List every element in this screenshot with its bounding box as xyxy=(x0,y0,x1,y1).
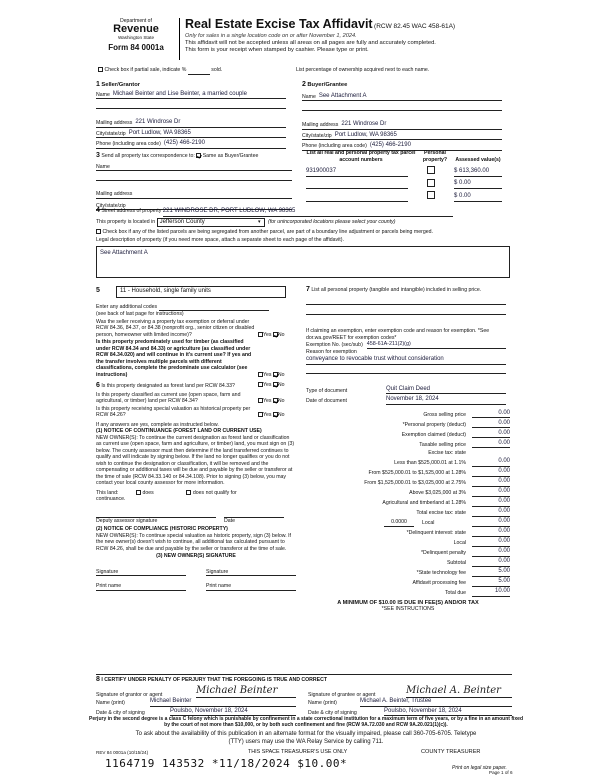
buyer-name-label: Name xyxy=(302,93,316,100)
form-number: Form 84 0001a xyxy=(108,42,164,52)
tax-row-value[interactable]: 0.00 xyxy=(472,468,510,477)
tax-row-value[interactable]: 0.00 xyxy=(472,528,510,537)
personal-property-label: List all personal property (tangible and intangible) included in selling price. xyxy=(311,287,482,293)
seller-city-value: Port Ludlow, WA 98365 xyxy=(128,129,191,136)
grantee-signature[interactable]: Michael A. Beinter xyxy=(406,685,512,699)
buyer-name-line2[interactable] xyxy=(302,101,502,111)
header-note-3: This form is your receipt when stamped by cashier. Please type or print. xyxy=(185,46,369,53)
new-owner-print-name-1[interactable] xyxy=(96,583,186,591)
notice-compliance-title: (2) NOTICE OF COMPLIANCE (HISTORIC PROPERTY) xyxy=(96,526,228,533)
parcels-header-assessed: Assessed value(s) xyxy=(455,156,501,163)
forest-yes-label: Yes xyxy=(263,382,272,388)
legal-description-label: Legal description of property (if you need more space, attach a separate sheet to each page of the affidavit). xyxy=(96,236,344,243)
grantee-name-label: Name (print) xyxy=(308,700,337,707)
tax-row-value[interactable]: 0.00 xyxy=(472,498,510,507)
personal-section-number: 7 xyxy=(306,286,310,293)
tax-row-label: Taxable selling price xyxy=(419,441,466,448)
grantor-name-label: Name (print) xyxy=(96,700,125,707)
tax-row-value[interactable]: 0.00 xyxy=(472,420,510,429)
deputy-date-label: Date xyxy=(224,517,235,524)
grantor-date-value[interactable]: Poulsbo, November 18, 2024 xyxy=(170,708,296,717)
grantor-name-value[interactable]: Michael Beinter xyxy=(150,698,296,707)
tax-row-label: *Delinquent interest: state xyxy=(406,530,466,536)
partial-pct-field[interactable] xyxy=(188,67,210,75)
alt-format-line-2: (TTY) users may use the WA Relay Service by calling 711. xyxy=(228,738,384,745)
footer-rev: REV 84 0001a (10/15/24) xyxy=(96,750,149,755)
historic-no-label: No xyxy=(277,412,285,419)
minimum-due-note: A MINIMUM OF $10.00 IS DUE IN FEE(S) AND/OR TAX xyxy=(337,599,479,606)
assessed-value-field[interactable]: $ 0.00 xyxy=(454,193,502,202)
tax-row xyxy=(306,450,510,457)
seller-name-label: Name xyxy=(96,91,110,98)
tax-row xyxy=(306,478,510,487)
signature-label: Signature xyxy=(206,568,229,575)
form-title: Real Estate Excise Tax Affidavit xyxy=(185,17,373,31)
seller-name-line2[interactable] xyxy=(96,99,286,109)
forest-no-checkbox[interactable] xyxy=(273,382,278,387)
tax-row xyxy=(306,458,510,467)
street-label: Street address of property xyxy=(101,208,162,214)
reason-line2[interactable] xyxy=(306,365,506,374)
historic-yes-checkbox[interactable] xyxy=(258,412,263,417)
forest-section xyxy=(96,382,296,591)
seller-name-value: Michael Beinter and Lise Beinter, a married couple xyxy=(112,90,247,97)
additional-codes-field[interactable] xyxy=(159,304,269,312)
grantee-date-value[interactable]: Poulsbo, November 18, 2024 xyxy=(384,708,512,717)
this-land-label: This land: xyxy=(96,489,119,496)
tax-calculation xyxy=(306,408,510,613)
land-use-select[interactable]: 11 - Household, single family units xyxy=(116,286,286,298)
tax-row-value[interactable]: 0.00 xyxy=(472,410,510,419)
q1-yes-label: Yes xyxy=(263,331,272,338)
segregated-checkbox[interactable] xyxy=(96,229,101,234)
parcels-header-number: List all real and personal property tax parcel account numbers xyxy=(306,150,416,163)
notice-continuance-title: (1) NOTICE OF CONTINUANCE (FOREST LAND OR CURRENT USE) xyxy=(96,428,262,435)
parcel-row xyxy=(306,191,502,202)
ownership-note: List percentage of ownership acquired next to each name. xyxy=(296,67,430,73)
q2-no-checkbox[interactable] xyxy=(273,372,278,377)
seller-name-field[interactable] xyxy=(96,91,286,100)
tax-row xyxy=(306,498,510,507)
tax-row xyxy=(306,508,510,517)
logo-dept-of: Department of xyxy=(120,18,152,24)
tax-row-label: *Delinquent penalty xyxy=(421,550,466,556)
grantor-signature-label: Signature of grantor or agent xyxy=(96,691,163,698)
does-label: does xyxy=(142,489,154,496)
form-rcw: (RCW 82.45 WAC 458-61A) xyxy=(374,23,456,30)
partial-sold-label: sold. xyxy=(211,67,223,73)
buyer-city-field[interactable] xyxy=(302,132,502,141)
current-use-yes-checkbox[interactable] xyxy=(258,398,263,403)
seller-section-number: 1 xyxy=(96,81,100,88)
see-instructions-note: *SEE INSTRUCTIONS xyxy=(381,606,435,613)
doc-date-value[interactable]: November 18, 2024 xyxy=(386,396,506,405)
tax-row xyxy=(306,430,510,439)
buyer-title: Buyer/Grantee xyxy=(307,82,348,88)
q2-no-label: No xyxy=(277,371,285,378)
parcel-number-field[interactable] xyxy=(306,193,408,202)
tax-row-value[interactable]: 0.00 xyxy=(472,488,510,497)
same-as-buyer-label: Same as Buyer/Grantee xyxy=(202,153,259,159)
seller-title: Seller/Grantor xyxy=(101,82,141,88)
tax-row-value[interactable]: 0.00 xyxy=(472,430,510,439)
tax-row xyxy=(306,410,510,419)
timber-ag-question: Is this property predominately used for timber (as classified under RCW 84.34 and 84.33) or agriculture (as classified under RCW 84.34.020) and will continue in it's current use? If yes and the transfer involves multiple parcels with different classifications, complete the predominate use calculator (see instructions) xyxy=(96,339,252,378)
seller-city-label: City/state/zip xyxy=(96,130,126,137)
parcels-table xyxy=(306,150,502,202)
correspondence-name-line2[interactable] xyxy=(96,171,292,181)
parcel-number-field[interactable] xyxy=(306,180,408,189)
logo-washington: Washington State xyxy=(117,35,155,41)
deputy-assessor-label: Deputy assessor signature xyxy=(96,517,158,524)
tax-row-label: Subtotal xyxy=(446,560,466,566)
q1-no-label: No xyxy=(277,331,285,338)
county-label: This property is located in xyxy=(96,218,156,225)
forest-no-label: No xyxy=(277,382,285,388)
does-not-checkbox[interactable] xyxy=(186,490,191,495)
correspondence-section xyxy=(96,152,292,210)
unincorporated-note: (for unincorporated locations please select your county) xyxy=(267,218,396,225)
segregated-label: Check box if any of the listed parcels are being segregated from another parcel, are part of a boundary line adjustment or parcels being merged. xyxy=(102,229,433,235)
q1-no-checkbox[interactable] xyxy=(273,332,278,337)
signature-label: Signature xyxy=(96,568,119,575)
correspondence-city-label: City/state/zip xyxy=(96,202,126,209)
partial-sale-row xyxy=(98,67,222,75)
grantor-date-label: Date & city of signing xyxy=(96,709,145,716)
forest-yes-checkbox[interactable] xyxy=(258,382,263,387)
personal-property-section xyxy=(306,286,506,315)
doc-type-label: Type of document xyxy=(306,387,348,394)
tax-row-label: Excise tax: state xyxy=(428,450,466,456)
partial-sale-label: Check box if partial sale, indicate % xyxy=(104,67,187,73)
tax-row-label: Local xyxy=(453,540,466,546)
tax-row-value[interactable]: 5.00 xyxy=(472,568,510,577)
tax-row xyxy=(306,568,510,577)
cashier-stamp: 1164719 143532 *11/18/2024 $10.00* xyxy=(105,757,348,770)
seller-city-field[interactable] xyxy=(96,130,286,139)
does-not-label: does not qualify for xyxy=(192,489,237,496)
buyer-phone-label: Phone (including area code) xyxy=(302,143,367,150)
doc-type-value[interactable]: Quit Claim Deed xyxy=(386,386,506,395)
tax-row-label: Agricultural and timberland at 1.28% xyxy=(382,500,466,506)
tax-row-label: Less than $525,000.01 at 1.1% xyxy=(394,460,466,466)
does-checkbox[interactable] xyxy=(136,490,141,495)
tax-row-value[interactable]: 0.00 xyxy=(472,538,510,547)
same-as-buyer-checkbox[interactable] xyxy=(196,153,201,158)
print-name-label: Print name xyxy=(96,583,122,590)
tax-row-value[interactable]: 5.00 xyxy=(472,578,510,587)
use-section-number: 5 xyxy=(96,287,100,295)
seller-phone-field[interactable] xyxy=(96,140,286,149)
seller-phone-label: Phone (including area code) xyxy=(96,141,161,148)
legal-description-box[interactable] xyxy=(96,246,510,278)
buyer-city-label: City/state/zip xyxy=(302,132,332,139)
tax-row xyxy=(306,488,510,497)
forest-section-number: 6 xyxy=(96,382,100,389)
tax-row-label: Above $3,025,000 at 3% xyxy=(409,490,466,496)
tax-row-value[interactable]: 0.00 xyxy=(472,508,510,517)
correspondence-label: Send all property tax correspondence to: xyxy=(101,153,195,159)
tax-row xyxy=(306,468,510,477)
county-select-chevron-icon[interactable]: ▾ xyxy=(258,218,261,225)
parcel-row xyxy=(306,166,502,177)
personal-property-checkbox[interactable] xyxy=(427,166,435,174)
personal-property-line[interactable] xyxy=(306,295,506,305)
grantee-name-value[interactable]: Michael A. Beinter, Trustee xyxy=(360,698,512,707)
perjury-notice: Perjury in the second degree is a class C felony which is punishable by confinement in a state correctional institution for a maximum term of five years, or by a fine in an amount fixed by the court of not more than $10,000, or by both such confinement and fine (RCW 9A.72.030 and RCW 9A.20.021(1)(c)). xyxy=(89,716,523,729)
assessed-value-field[interactable]: $ 0.00 xyxy=(454,180,502,189)
certify-section xyxy=(96,674,512,716)
answers-note: If any answers are yes, complete as instructed below. xyxy=(96,421,219,428)
parcels-header-personal: Personal property? xyxy=(422,150,448,163)
assessed-value-field[interactable]: $ 613,360.00 xyxy=(454,168,502,177)
exemption-instructions: If claiming an exemption, enter exemption code and reason for exemption. *See dor.wa.gov/REET for exemption codes* xyxy=(306,328,490,341)
street-value[interactable]: 221 WINDROSE DR, PORT LUDLOW, WA 98365 xyxy=(163,208,453,217)
personal-property-line[interactable] xyxy=(306,305,506,315)
exemption-block xyxy=(306,328,506,405)
tax-row-value[interactable]: 10.00 xyxy=(472,588,510,597)
correspondence-mail-label: Mailing address xyxy=(96,191,133,198)
reason-value[interactable]: conveyance to revocable trust without consideration xyxy=(306,356,506,365)
tax-row-value[interactable]: 0.00 xyxy=(472,458,510,467)
page-number: Page 1 of 6 xyxy=(489,770,513,775)
historic-yes-label: Yes xyxy=(263,412,272,419)
personal-property-checkbox[interactable] xyxy=(427,179,435,187)
current-use-yes-label: Yes xyxy=(263,398,272,405)
correspondence-name-field[interactable] xyxy=(96,164,292,172)
q2-yes-label: Yes xyxy=(263,371,272,378)
parcel-row xyxy=(306,179,502,190)
county-treasurer-label: COUNTY TREASURER xyxy=(421,749,481,755)
historic-no-checkbox[interactable] xyxy=(273,412,278,417)
tax-row-value[interactable]: 0.00 xyxy=(472,478,510,487)
additional-codes-label: Enter any additional codes xyxy=(96,303,158,310)
buyer-mail-label: Mailing address xyxy=(302,122,339,129)
print-name-label: Print name xyxy=(206,583,232,590)
tax-row xyxy=(306,558,510,567)
grantee-signature-label: Signature of grantee or agent xyxy=(308,691,376,698)
correspondence-name-label: Name xyxy=(96,163,110,170)
buyer-name-field[interactable] xyxy=(302,93,502,102)
doc-date-label: Date of document xyxy=(306,398,347,405)
tax-row xyxy=(306,420,510,429)
new-owner-signature-2[interactable] xyxy=(206,569,296,577)
notice-compliance-body: NEW OWNER(S): To continue special valuation as historic property, sign (3) below. If the new owner(s) doesn't wish to continue, all additional tax calculated pursuant to RCW 84.26, shall be due and payable by the seller or transferor at the time of sale. xyxy=(96,532,291,552)
seller-mail-field[interactable] xyxy=(96,119,286,128)
tax-row-label: Exemption claimed (deduct) xyxy=(401,431,466,438)
seller-mail-value: 221 Windrose Dr xyxy=(135,119,181,126)
new-owner-print-name-2[interactable] xyxy=(206,583,296,591)
tax-row-label: From $525,000.01 to $1,525,000 at 1.28% xyxy=(368,470,466,476)
tax-row-value xyxy=(472,450,510,457)
seller-phone-value: (425) 466-2190 xyxy=(163,140,205,147)
historic-question: Is this property receiving special valuation as historical property per RCW 84.26? xyxy=(96,405,251,419)
grantee-date-label: Date & city of signing xyxy=(308,709,357,716)
parcel-number-field[interactable]: 931900037 xyxy=(306,168,408,177)
certify-section-number: 8 xyxy=(96,676,100,683)
tax-row xyxy=(306,528,510,537)
q2-yes-checkbox[interactable] xyxy=(258,372,263,377)
current-use-no-label: No xyxy=(277,398,285,405)
new-owner-signature-title: (3) NEW OWNER(S) SIGNATURE xyxy=(156,553,236,560)
new-owner-signature-1[interactable] xyxy=(96,569,186,577)
exemption-number-label: Exemption No. (sec/sub) xyxy=(306,342,363,349)
tax-row-label: *Personal property (deduct) xyxy=(402,421,466,428)
buyer-city-value: Port Ludlow, WA 98365 xyxy=(334,131,397,138)
local-rate-field[interactable]: 0.0000 xyxy=(384,519,414,527)
street-section-number: 4 xyxy=(96,207,100,214)
header-divider xyxy=(179,18,180,60)
tax-row-label: From $1,525,000.01 to $3,025,000 at 2.75% xyxy=(364,480,466,486)
exemption-deferral-question: Was the seller receiving a property tax exemption or deferral under RCW 84.36, 84.37, or 84.38 (nonprofit org., senior citizen or disabled person, homeowner with limited income)? xyxy=(96,318,255,338)
local-label: Local xyxy=(422,520,435,526)
tax-row-value[interactable]: 0.00 xyxy=(472,548,510,557)
tax-row xyxy=(306,578,510,587)
county-select[interactable]: Jefferson County xyxy=(157,218,265,228)
buyer-phone-value: (425) 466-2190 xyxy=(369,142,411,149)
tax-row xyxy=(306,440,510,449)
buyer-mail-value: 221 Windrose Dr xyxy=(341,121,387,128)
use-section xyxy=(96,286,296,378)
form-title-block xyxy=(185,17,585,54)
buyer-mail-field[interactable] xyxy=(302,121,502,130)
legal-paper-note: Print on legal size paper. xyxy=(452,765,507,771)
local-value[interactable]: 0.00 xyxy=(472,518,510,527)
personal-property-checkbox[interactable] xyxy=(427,191,435,199)
header-note-1: Only for sales in a single location code on or after November 1, 2024. xyxy=(185,32,357,39)
notice-continuance-body: NEW OWNER(S): To continue the current designation as forest land or classification as current use (open space, farm and agriculture, or timber) land, you must sign on (3) below. The county assessor must then determine if the land transferred continues to qualify and will indicate by signing below. If the land no longer qualifies or you do not wish to continue the designation or classification, it will be removed and the compensating or additional taxes will be due and payable by the seller or transferor at the time of sale (RCW 84.33.140 or 84.34.108). Prior to signing (3) below, you may contact your local county assessor for more information. xyxy=(96,434,295,487)
local-tax-row xyxy=(306,518,510,527)
tax-row xyxy=(306,588,510,597)
header-note-2: This affidavit will not be accepted unless all areas on all pages are fully and accurately completed. xyxy=(185,39,436,46)
tax-row-label: Gross selling price xyxy=(423,411,466,418)
logo-revenue: Revenue xyxy=(113,23,159,36)
forest-land-question: Is this property designated as forest land per RCW 84.33? xyxy=(101,383,235,389)
buyer-section xyxy=(302,81,502,151)
tax-row xyxy=(306,548,510,557)
buyer-name-value: See Attachment A xyxy=(318,92,367,99)
see-back-note: (see back of last page for instructions) xyxy=(96,311,184,317)
legal-description-value: See Attachment A xyxy=(100,250,148,256)
tax-row-label: Total excise tax: state xyxy=(416,510,466,516)
reason-label: Reason for exemption xyxy=(306,348,357,355)
tax-row-value[interactable]: 0.00 xyxy=(472,558,510,567)
alt-format-line-1: To ask about the availability of this publication in an alternate format for the visually impaired, please call 360-705-6705. Teletype xyxy=(135,731,477,737)
tax-row-label: *State technology fee xyxy=(416,570,466,576)
exemption-number-value[interactable]: 458-61A-211(2)(g) xyxy=(367,341,506,349)
alt-format-note xyxy=(88,731,524,746)
seller-section xyxy=(96,81,286,149)
street-section xyxy=(96,207,506,243)
grantor-signature[interactable]: Michael Beinter xyxy=(196,685,296,699)
q1-yes-checkbox[interactable] xyxy=(258,332,263,337)
seller-mail-label: Mailing address xyxy=(96,120,133,127)
dor-logo xyxy=(96,18,176,58)
correspondence-mail-field[interactable] xyxy=(96,191,292,199)
correspondence-section-number: 3 xyxy=(96,152,100,159)
tax-row xyxy=(306,538,510,547)
tax-row-value[interactable]: 0.00 xyxy=(472,440,510,449)
buyer-section-number: 2 xyxy=(302,81,306,88)
continuance-label: continuance. xyxy=(96,496,126,503)
tax-row-label: Affidavit processing fee xyxy=(412,580,466,586)
current-use-question: Is this property classified as current use (open space, farm and agricultural, or timber) land per RCW 84.34? xyxy=(96,391,241,405)
partial-sale-checkbox[interactable] xyxy=(98,67,103,72)
tax-row-label: Total due xyxy=(444,590,466,596)
certify-title: I CERTIFY UNDER PENALTY OF PERJURY THAT THE FOREGOING IS TRUE AND CORRECT xyxy=(101,677,328,683)
treasurer-use-label: THIS SPACE TREASURER'S USE ONLY xyxy=(248,749,348,755)
current-use-no-checkbox[interactable] xyxy=(273,398,278,403)
